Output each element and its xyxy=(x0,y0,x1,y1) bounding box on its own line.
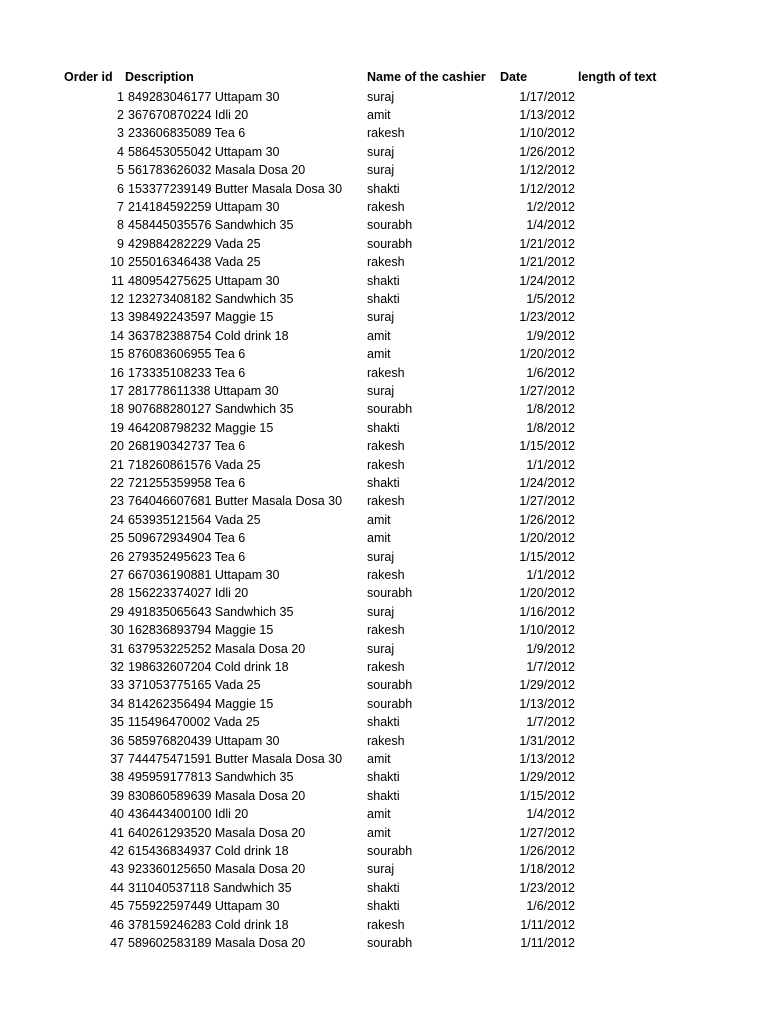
order-id-cell[interactable]: 37 xyxy=(110,751,124,766)
order-id-cell[interactable]: 24 xyxy=(110,512,124,527)
order-id-cell[interactable]: 3 xyxy=(117,126,124,141)
order-id-cell[interactable]: 13 xyxy=(110,310,124,325)
cashier-cell[interactable]: sourabh xyxy=(367,236,413,251)
description-cell[interactable]: 640261293520 Masala Dosa 20 xyxy=(128,825,306,840)
table-row xyxy=(0,253,768,271)
order-id-cell[interactable]: 21 xyxy=(110,457,124,472)
date-cell[interactable]: 1/5/2012 xyxy=(526,291,575,306)
description-cell[interactable]: 586453055042 Uttapam 30 xyxy=(128,144,280,159)
cashier-cell[interactable]: shakti xyxy=(367,715,400,730)
date-cell[interactable]: 1/20/2012 xyxy=(519,347,575,362)
table-row xyxy=(0,456,768,474)
table-row xyxy=(0,143,768,161)
cashier-cell[interactable]: shakti xyxy=(367,181,400,196)
date-cell[interactable]: 1/2/2012 xyxy=(526,199,575,214)
header-order-id[interactable]: Order id xyxy=(64,70,113,84)
order-id-cell[interactable]: 15 xyxy=(110,347,124,362)
date-cell[interactable]: 1/8/2012 xyxy=(526,420,575,435)
date-cell[interactable]: 1/1/2012 xyxy=(526,567,575,582)
cashier-cell[interactable]: sourabh xyxy=(367,402,413,417)
date-cell[interactable]: 1/27/2012 xyxy=(519,825,575,840)
table-row xyxy=(0,879,768,897)
cashier-cell[interactable]: shakti xyxy=(367,475,400,490)
description-cell[interactable]: 585976820439 Uttapam 30 xyxy=(128,733,280,748)
description-cell[interactable]: 115496470002 Vada 25 xyxy=(128,715,260,730)
cashier-cell[interactable]: rakesh xyxy=(367,439,405,454)
date-cell[interactable]: 1/8/2012 xyxy=(526,402,575,417)
description-cell[interactable]: 464208798232 Maggie 15 xyxy=(128,420,274,435)
date-cell[interactable]: 1/11/2012 xyxy=(520,917,575,932)
table-row xyxy=(0,106,768,124)
table-row xyxy=(0,934,768,952)
table-row xyxy=(0,492,768,510)
order-id-cell[interactable]: 34 xyxy=(110,696,124,711)
order-id-cell[interactable]: 1 xyxy=(117,89,124,104)
cashier-cell[interactable]: shakti xyxy=(367,273,400,288)
table-row xyxy=(0,161,768,179)
date-cell[interactable]: 1/10/2012 xyxy=(519,126,575,141)
description-cell[interactable]: 876083606955 Tea 6 xyxy=(128,347,246,362)
description-cell[interactable]: 667036190881 Uttapam 30 xyxy=(128,567,280,582)
description-cell[interactable]: 233606835089 Tea 6 xyxy=(128,126,246,141)
date-cell[interactable]: 1/21/2012 xyxy=(519,236,575,251)
order-id-cell[interactable]: 17 xyxy=(110,383,124,398)
date-cell[interactable]: 1/12/2012 xyxy=(519,163,575,178)
cashier-cell[interactable]: rakesh xyxy=(367,457,405,472)
cashier-cell[interactable]: amit xyxy=(367,807,391,822)
order-id-cell[interactable]: 26 xyxy=(110,549,124,564)
date-cell[interactable]: 1/26/2012 xyxy=(519,144,575,159)
cashier-cell[interactable]: suraj xyxy=(367,549,395,564)
table-row xyxy=(0,676,768,694)
description-cell[interactable]: 907688280127 Sandwhich 35 xyxy=(128,402,294,417)
cashier-cell[interactable]: amit xyxy=(367,531,391,546)
description-cell[interactable]: 153377239149 Butter Masala Dosa 30 xyxy=(128,181,343,196)
cashier-cell[interactable]: rakesh xyxy=(367,199,405,214)
order-id-cell[interactable]: 2 xyxy=(117,107,124,122)
date-cell[interactable]: 1/6/2012 xyxy=(526,899,575,914)
description-cell[interactable]: 589602583189 Masala Dosa 20 xyxy=(128,935,306,950)
cashier-cell[interactable]: sourabh xyxy=(367,696,413,711)
description-cell[interactable]: 509672934904 Tea 6 xyxy=(128,531,246,546)
cashier-cell[interactable]: suraj xyxy=(367,89,395,104)
cashier-cell[interactable]: amit xyxy=(367,825,391,840)
table-row xyxy=(0,327,768,345)
date-cell[interactable]: 1/11/2012 xyxy=(520,935,575,950)
description-cell[interactable]: 436443400100 Idli 20 xyxy=(128,807,249,822)
date-cell[interactable]: 1/10/2012 xyxy=(519,623,575,638)
order-id-cell[interactable]: 8 xyxy=(117,218,124,233)
order-id-cell[interactable]: 14 xyxy=(110,328,124,343)
description-cell[interactable]: 156223374027 Idli 20 xyxy=(128,586,249,601)
order-id-cell[interactable]: 23 xyxy=(110,494,124,509)
order-id-cell[interactable]: 7 xyxy=(117,199,124,214)
date-cell[interactable]: 1/18/2012 xyxy=(519,862,575,877)
table-row xyxy=(0,566,768,584)
cashier-cell[interactable]: sourabh xyxy=(367,218,413,233)
date-cell[interactable]: 1/23/2012 xyxy=(519,880,575,895)
date-cell[interactable]: 1/26/2012 xyxy=(519,512,575,527)
order-id-cell[interactable]: 6 xyxy=(117,181,124,196)
date-cell[interactable]: 1/13/2012 xyxy=(519,696,575,711)
order-id-cell[interactable]: 20 xyxy=(110,439,124,454)
date-cell[interactable]: 1/20/2012 xyxy=(519,586,575,601)
table-row xyxy=(0,824,768,842)
cashier-cell[interactable]: rakesh xyxy=(367,365,405,380)
cashier-cell[interactable]: suraj xyxy=(367,862,395,877)
table-row xyxy=(0,419,768,437)
date-cell[interactable]: 1/21/2012 xyxy=(519,255,575,270)
description-cell[interactable]: 255016346438 Vada 25 xyxy=(128,255,261,270)
table-row xyxy=(0,529,768,547)
header-cashier[interactable]: Name of the cashier xyxy=(367,70,486,84)
description-cell[interactable]: 764046607681 Butter Masala Dosa 30 xyxy=(128,494,343,509)
cashier-cell[interactable]: shakti xyxy=(367,420,400,435)
date-cell[interactable]: 1/7/2012 xyxy=(526,715,575,730)
cashier-cell[interactable]: shakti xyxy=(367,788,400,803)
description-cell[interactable]: 458445035576 Sandwhich 35 xyxy=(128,218,294,233)
table-row xyxy=(0,787,768,805)
date-cell[interactable]: 1/29/2012 xyxy=(519,678,575,693)
order-id-cell[interactable]: 9 xyxy=(117,236,124,251)
description-cell[interactable]: 923360125650 Masala Dosa 20 xyxy=(128,862,306,877)
cashier-cell[interactable]: shakti xyxy=(367,880,400,895)
cashier-cell[interactable]: shakti xyxy=(367,899,400,914)
description-cell[interactable]: 718260861576 Vada 25 xyxy=(128,457,261,472)
table-row xyxy=(0,750,768,768)
cashier-cell[interactable]: rakesh xyxy=(367,126,405,141)
order-id-cell[interactable]: 46 xyxy=(110,917,124,932)
table-row xyxy=(0,345,768,363)
description-cell[interactable]: 214184592259 Uttapam 30 xyxy=(128,199,280,214)
table-row xyxy=(0,308,768,326)
order-id-cell[interactable]: 11 xyxy=(111,273,124,288)
order-id-cell[interactable]: 36 xyxy=(110,733,124,748)
date-cell[interactable]: 1/6/2012 xyxy=(526,365,575,380)
table-row xyxy=(0,437,768,455)
cashier-cell[interactable]: rakesh xyxy=(367,567,405,582)
date-cell[interactable]: 1/13/2012 xyxy=(519,751,575,766)
table-row xyxy=(0,603,768,621)
order-id-cell[interactable]: 33 xyxy=(110,678,124,693)
cashier-cell[interactable]: rakesh xyxy=(367,917,405,932)
table-row xyxy=(0,695,768,713)
order-id-cell[interactable]: 19 xyxy=(110,420,124,435)
date-cell[interactable]: 1/15/2012 xyxy=(519,439,575,454)
description-cell[interactable]: 653935121564 Vada 25 xyxy=(128,512,261,527)
cashier-cell[interactable]: sourabh xyxy=(367,843,413,858)
description-cell[interactable]: 198632607204 Cold drink 18 xyxy=(128,659,289,674)
description-cell[interactable]: 173335108233 Tea 6 xyxy=(128,365,246,380)
date-cell[interactable]: 1/26/2012 xyxy=(519,843,575,858)
table-row xyxy=(0,842,768,860)
date-cell[interactable]: 1/15/2012 xyxy=(519,788,575,803)
cashier-cell[interactable]: suraj xyxy=(367,310,395,325)
table-row xyxy=(0,658,768,676)
date-cell[interactable]: 1/29/2012 xyxy=(519,770,575,785)
order-id-cell[interactable]: 10 xyxy=(110,255,124,270)
order-id-cell[interactable]: 27 xyxy=(110,567,124,582)
table-row xyxy=(0,180,768,198)
order-id-cell[interactable]: 31 xyxy=(110,641,124,656)
header-description[interactable]: Description xyxy=(125,70,194,84)
cashier-cell[interactable]: shakti xyxy=(367,770,400,785)
table-row xyxy=(0,713,768,731)
cashier-cell[interactable]: suraj xyxy=(367,144,395,159)
description-cell[interactable]: 371053775165 Vada 25 xyxy=(128,678,261,693)
description-cell[interactable]: 755922597449 Uttapam 30 xyxy=(128,899,280,914)
table-row xyxy=(0,400,768,418)
order-id-cell[interactable]: 4 xyxy=(117,144,124,159)
cashier-cell[interactable]: suraj xyxy=(367,604,395,619)
table-row xyxy=(0,621,768,639)
date-cell[interactable]: 1/12/2012 xyxy=(519,181,575,196)
table-row xyxy=(0,732,768,750)
header-row xyxy=(0,68,768,86)
cashier-cell[interactable]: sourabh xyxy=(367,678,413,693)
description-cell[interactable]: 830860589639 Masala Dosa 20 xyxy=(128,788,306,803)
date-cell[interactable]: 1/4/2012 xyxy=(526,218,575,233)
table-row xyxy=(0,860,768,878)
cashier-cell[interactable]: rakesh xyxy=(367,733,405,748)
date-cell[interactable]: 1/23/2012 xyxy=(519,310,575,325)
description-cell[interactable]: 637953225252 Masala Dosa 20 xyxy=(128,641,306,656)
order-id-cell[interactable]: 42 xyxy=(110,843,124,858)
date-cell[interactable]: 1/31/2012 xyxy=(519,733,575,748)
description-cell[interactable]: 162836893794 Maggie 15 xyxy=(128,623,274,638)
description-cell[interactable]: 561783626032 Masala Dosa 20 xyxy=(128,163,306,178)
cashier-cell[interactable]: suraj xyxy=(367,641,395,656)
date-cell[interactable]: 1/24/2012 xyxy=(519,475,575,490)
order-id-cell[interactable]: 41 xyxy=(110,825,124,840)
description-cell[interactable]: 123273408182 Sandwhich 35 xyxy=(128,291,294,306)
date-cell[interactable]: 1/7/2012 xyxy=(526,659,575,674)
cashier-cell[interactable]: suraj xyxy=(367,163,395,178)
table-row xyxy=(0,235,768,253)
order-id-cell[interactable]: 16 xyxy=(110,365,124,380)
cashier-cell[interactable]: sourabh xyxy=(367,586,413,601)
cashier-cell[interactable]: shakti xyxy=(367,291,400,306)
description-cell[interactable]: 849283046177 Uttapam 30 xyxy=(128,89,280,104)
table-row xyxy=(0,124,768,142)
description-cell[interactable]: 279352495623 Tea 6 xyxy=(128,549,246,564)
date-cell[interactable]: 1/27/2012 xyxy=(519,383,575,398)
description-cell[interactable]: 268190342737 Tea 6 xyxy=(128,439,246,454)
table-row xyxy=(0,640,768,658)
table-row xyxy=(0,382,768,400)
cashier-cell[interactable]: rakesh xyxy=(367,494,405,509)
order-id-cell[interactable]: 38 xyxy=(110,770,124,785)
table-row xyxy=(0,364,768,382)
table-row xyxy=(0,216,768,234)
table-row xyxy=(0,805,768,823)
order-id-cell[interactable]: 35 xyxy=(110,715,124,730)
table-row xyxy=(0,768,768,786)
header-date[interactable]: Date xyxy=(500,70,528,84)
cashier-cell[interactable]: rakesh xyxy=(367,255,405,270)
cashier-cell[interactable]: rakesh xyxy=(367,659,405,674)
date-cell[interactable]: 1/4/2012 xyxy=(526,807,575,822)
order-id-cell[interactable]: 45 xyxy=(110,899,124,914)
order-id-cell[interactable]: 40 xyxy=(110,807,124,822)
description-cell[interactable]: 363782388754 Cold drink 18 xyxy=(128,328,289,343)
date-cell[interactable]: 1/16/2012 xyxy=(519,604,575,619)
cashier-cell[interactable]: amit xyxy=(367,512,391,527)
table-row xyxy=(0,916,768,934)
description-cell[interactable]: 495959177813 Sandwhich 35 xyxy=(128,770,294,785)
description-cell[interactable]: 429884282229 Vada 25 xyxy=(128,236,261,251)
order-id-cell[interactable]: 29 xyxy=(110,604,124,619)
table-row xyxy=(0,88,768,106)
description-cell[interactable]: 378159246283 Cold drink 18 xyxy=(128,917,289,932)
table-row xyxy=(0,272,768,290)
cashier-cell[interactable]: rakesh xyxy=(367,623,405,638)
order-id-cell[interactable]: 30 xyxy=(110,623,124,638)
description-cell[interactable]: 367670870224 Idli 20 xyxy=(128,107,249,122)
order-id-cell[interactable]: 43 xyxy=(110,862,124,877)
table-row xyxy=(0,474,768,492)
cashier-cell[interactable]: amit xyxy=(367,107,391,122)
table-row xyxy=(0,198,768,216)
cashier-cell[interactable]: amit xyxy=(367,328,391,343)
cashier-cell[interactable]: suraj xyxy=(367,383,395,398)
date-cell[interactable]: 1/15/2012 xyxy=(519,549,575,564)
order-id-cell[interactable]: 18 xyxy=(110,402,124,417)
date-cell[interactable]: 1/24/2012 xyxy=(519,273,575,288)
description-cell[interactable]: 398492243597 Maggie 15 xyxy=(128,310,274,325)
description-cell[interactable]: 744475471591 Butter Masala Dosa 30 xyxy=(128,751,343,766)
description-cell[interactable]: 281778611338 Uttapam 30 xyxy=(128,383,279,398)
cashier-cell[interactable]: amit xyxy=(367,751,391,766)
header-length-of-text[interactable]: length of text xyxy=(578,70,657,84)
table-row xyxy=(0,511,768,529)
table-row xyxy=(0,548,768,566)
order-id-cell[interactable]: 39 xyxy=(110,788,124,803)
order-id-cell[interactable]: 32 xyxy=(110,659,124,674)
order-id-cell[interactable]: 47 xyxy=(110,935,124,950)
description-cell[interactable]: 311040537118 Sandwhich 35 xyxy=(128,880,292,895)
date-cell[interactable]: 1/9/2012 xyxy=(526,328,575,343)
description-cell[interactable]: 721255359958 Tea 6 xyxy=(128,475,246,490)
date-cell[interactable]: 1/1/2012 xyxy=(526,457,575,472)
description-cell[interactable]: 491835065643 Sandwhich 35 xyxy=(128,604,294,619)
order-id-cell[interactable]: 28 xyxy=(110,586,124,601)
cashier-cell[interactable]: amit xyxy=(367,347,391,362)
description-cell[interactable]: 814262356494 Maggie 15 xyxy=(128,696,274,711)
table-row xyxy=(0,584,768,602)
order-id-cell[interactable]: 12 xyxy=(110,291,124,306)
order-id-cell[interactable]: 25 xyxy=(110,531,124,546)
order-id-cell[interactable]: 44 xyxy=(110,880,124,895)
cashier-cell[interactable]: sourabh xyxy=(367,935,413,950)
table-row xyxy=(0,897,768,915)
order-id-cell[interactable]: 22 xyxy=(110,475,124,490)
date-cell[interactable]: 1/20/2012 xyxy=(519,531,575,546)
date-cell[interactable]: 1/17/2012 xyxy=(519,89,575,104)
description-cell[interactable]: 615436834937 Cold drink 18 xyxy=(128,843,289,858)
date-cell[interactable]: 1/9/2012 xyxy=(526,641,575,656)
date-cell[interactable]: 1/13/2012 xyxy=(519,107,575,122)
description-cell[interactable]: 480954275625 Uttapam 30 xyxy=(128,273,280,288)
date-cell[interactable]: 1/27/2012 xyxy=(519,494,575,509)
table-row xyxy=(0,290,768,308)
order-id-cell[interactable]: 5 xyxy=(117,163,124,178)
